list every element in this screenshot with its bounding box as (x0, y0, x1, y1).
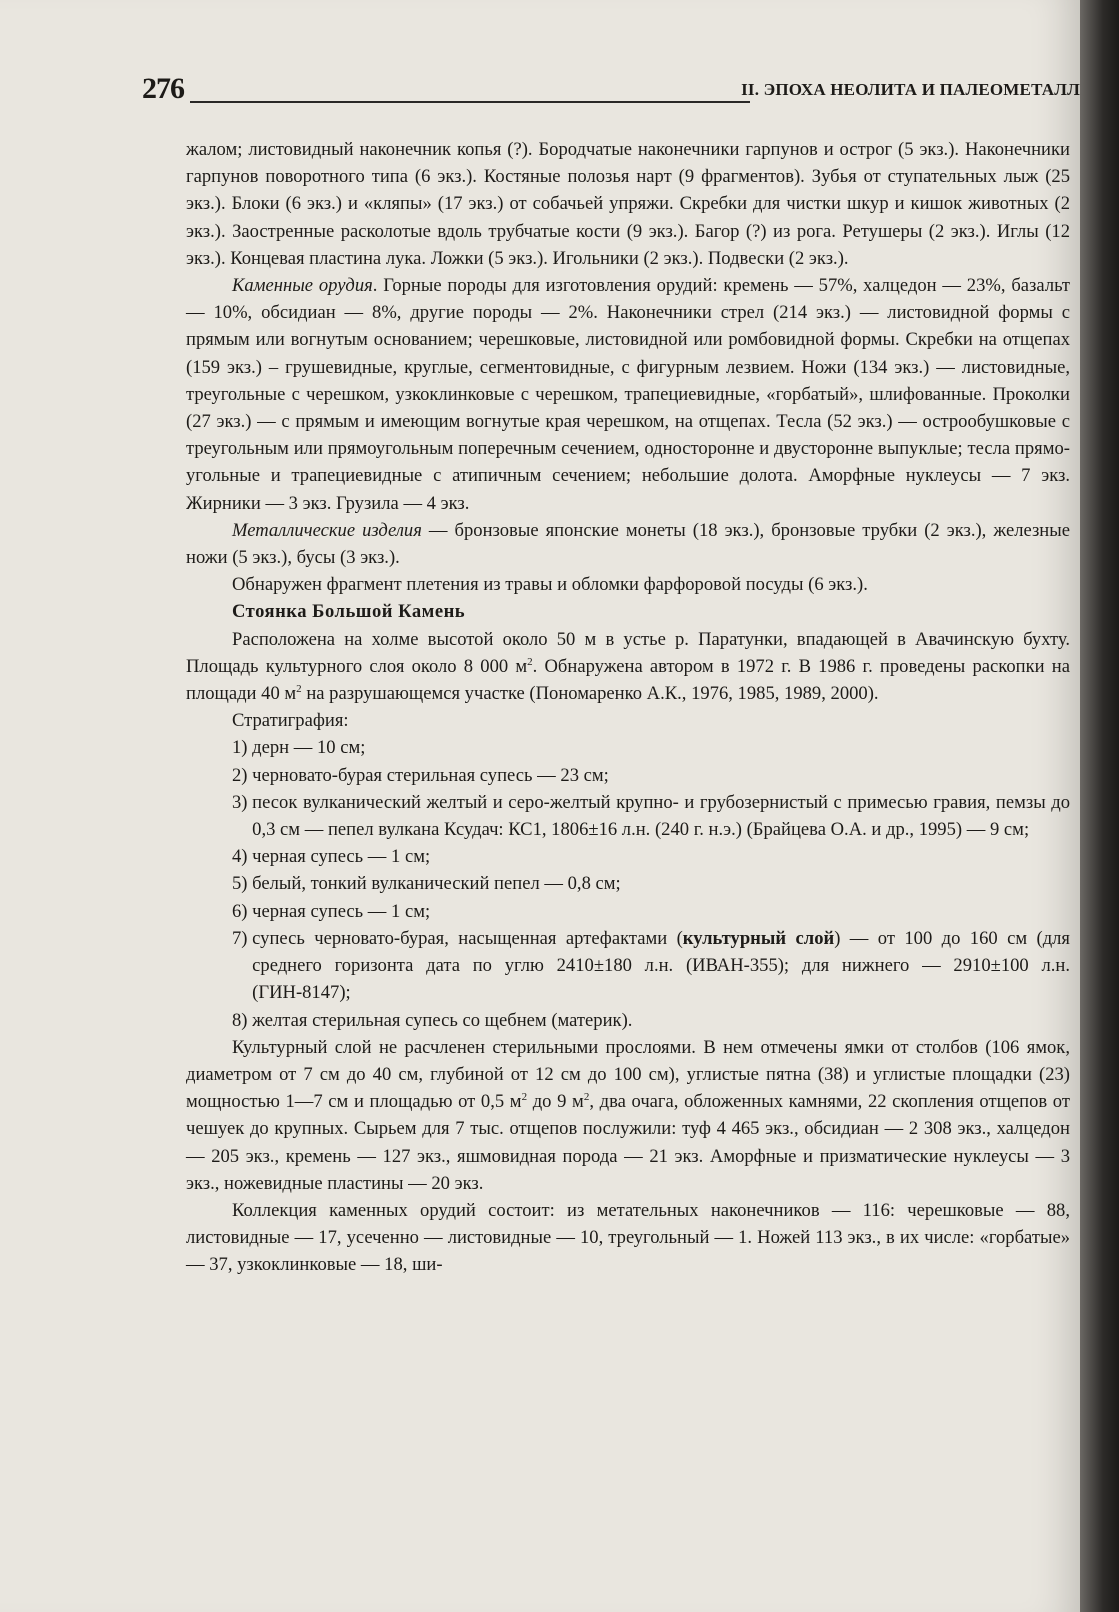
strat-text: дерн — 10 см; (252, 737, 366, 759)
cultural-layer-text-c: , два очага, обложенных камнями, 22 скопления отщепов от чешуек до крупных. Сырьем для 7 тыс. отщепов послужили: туф 4 465 экз., обсидиан — 2 308 экз., халцедон — 205 экз., кремень — 127 экз., яшмовидная порода — 21 экз. Аморфные и призматические нуклеусы — 3 экз., ножевидные пластины — 20 экз. (186, 1091, 1070, 1194)
strat-layer (186, 870, 1070, 897)
superscript: 2 (296, 682, 302, 695)
strat-text: желтая стерильная супесь со щебнем (материк). (252, 1009, 633, 1031)
strat-text: черновато-бурая стерильная супесь — 23 см; (252, 764, 609, 786)
stone-tools-lead: Каменные орудия (232, 275, 373, 297)
strat-num: 8) (232, 1009, 253, 1031)
strat-num: 7) (232, 927, 253, 949)
paragraph-other-finds: Обнаружен фрагмент плетения из травы и обломки фарфоровой посуды (6 экз.). (232, 574, 868, 596)
strat-layer (186, 762, 1070, 789)
strat-num: 5) (232, 873, 253, 895)
strat-layer (186, 898, 1070, 925)
stone-tools-text: . Горные породы для изготовления орудий: кремень — 57%, халцедон — 23%, базальт — 10%, обсидиан — 8%, другие породы — 2%. Наконечники стрел (214 экз.) — листовидной формы с прямым или вогнутым основанием; черешковые, листовидной или ромбовидной формы. Скребки на отщепах (159 экз.) – грушевидные, круглые, сегментовидные, с фигурным лезвием. Ножи (134 экз.) — листовидные, треугольные с черешком, узкоклинковые с черешком, трапециевидные, «горбатый», шлифованные. Проколки (27 экз.) — с прямым и имеющим вогнутые края черешком, на отщепах. Тесла (52 экз.) — острообушковые с треугольным или прямоугольным поперечным сечением, односторонне и двусторонне выпуклые; тесла прямоугольные и трапециевидные с атипичным сечением; небольшие долота. Аморфные нуклеусы — 7 экз. Жирники — 3 экз. Грузила — 4 экз. (186, 275, 1070, 514)
strat-text: белый, тонкий вулканический пепел — 0,8 см; (252, 873, 621, 895)
metal-items-lead: Металлические изделия (232, 519, 422, 541)
strat-layer (186, 734, 1070, 761)
paragraph-stone-tools (186, 272, 1070, 517)
running-head: II. ЭПОХА НЕОЛИТА И ПАЛЕОМЕТАЛЛ (741, 80, 1080, 99)
superscript: 2 (521, 1090, 528, 1103)
stratigraphy-heading: Стратиграфия: (232, 710, 349, 732)
header-rule (190, 101, 750, 103)
site-location-text-b: . Обнаружена автором в 1972 г. В 1986 г. проведены раскопки на площади 40 м (186, 655, 1070, 705)
book-spine-shadow (1080, 0, 1119, 1612)
strat-num: 2) (232, 764, 253, 786)
strat-layer-cultural (186, 925, 1070, 1007)
strat7-text-b: ) — от 100 до 160 см (для среднего горизонта дата по углю 2410±180 л.н. (ИВАН-355); для нижнего — 2910±100 л.н. (ГИН-8147); (252, 927, 1070, 1004)
superscript: 2 (583, 1090, 590, 1103)
strat-num: 1) (232, 737, 253, 759)
strat-num: 6) (232, 900, 253, 922)
strat-text: черная супесь — 1 см; (252, 846, 431, 868)
site-heading: Стоянка Большой Камень (232, 601, 466, 623)
strat-text: черная супесь — 1 см; (252, 900, 431, 922)
page-number: 276 (142, 72, 184, 105)
strat-layer (186, 1007, 1070, 1034)
superscript: 2 (527, 655, 533, 668)
paragraph-bone-tools: жалом; листовидный наконечник копья (?). Бородчатые наконечники гарпунов и острог (5 экз.). Наконечники гарпунов поворотного типа (6 экз.). Костяные полозья нарт (9 фрагментов). Зубья от ступательных лыж (25 экз.). Блоки (6 экз.) и «кляпы» (17 экз.) от собачьей упряжи. Скребки для чистки шкур и кишок животных (2 экз.). Заостренные расколотые вдоль трубчатые кости (9 экз.). Багор (?) из рога. Ретушеры (2 экз.). Иглы (12 экз.). Концевая пластина лука. Ложки (5 экз.). Игольники (2 экз.). Подвески (2 экз.). (186, 139, 1070, 269)
page-header (142, 72, 1080, 116)
strat-num: 4) (232, 846, 253, 868)
paragraph-collection: Коллекция каменных орудий состоит: из метательных наконечников — 116: черешковые — 88, листовидные — 17, усеченно — листовидные — 10, треугольный — 1. Ножей 113 экз., в их числе: «горбатые» — 37, узкоклинковые — 18, ши- (186, 1199, 1070, 1276)
strat-layer (186, 789, 1070, 843)
site-location-text-a: Расположена на холме высотой около 50 м в устье р. Паратунки, впадающей в Авачинскую бухту. Площадь культурного слоя около 8 000 м (186, 628, 1070, 677)
cultural-layer-text-b: до 9 м (527, 1091, 584, 1113)
metal-items-text: — бронзовые японские монеты (18 экз.), бронзовые трубки (2 экз.), железные ножи (5 экз.), бусы (3 экз.). (186, 519, 1070, 569)
strat7-text-a: супесь черновато-бурая, насыщенная артефактами ( (252, 927, 683, 949)
paragraph-site-location (186, 626, 1070, 708)
page-body (186, 136, 1070, 1279)
strat-layer (186, 843, 1070, 870)
strat-text (252, 925, 1070, 1007)
site-location-text-c: на разрушающемся участке (Пономаренко А.К., 1976, 1985, 1989, 2000). (301, 683, 879, 705)
paragraph-cultural-layer (186, 1034, 1070, 1197)
cultural-layer-text-a: Культурный слой не расчленен стерильными прослоями. В нем отмечены ямки от столбов (106 ямок, диаметром от 7 см до 40 см, глубиной от 12 см до 100 см), углистые пятна (38) и углистые площадки (23) мощностью 1—7 см и площадью от 0,5 м (186, 1036, 1070, 1113)
strat-text: песок вулканический желтый и серо-желтый крупно- и грубозернистый с примесью гравия, пемзы до 0,3 см — пепел вулкана Ксудач: КС1, 1806±16 л.н. (240 г. н.э.) (Брайцева О.А. и др., 1995) — 9 см; (252, 791, 1070, 841)
paragraph-metal-items (186, 517, 1070, 571)
strat-num: 3) (232, 791, 253, 813)
cultural-layer-label: культурный слой (682, 927, 835, 949)
